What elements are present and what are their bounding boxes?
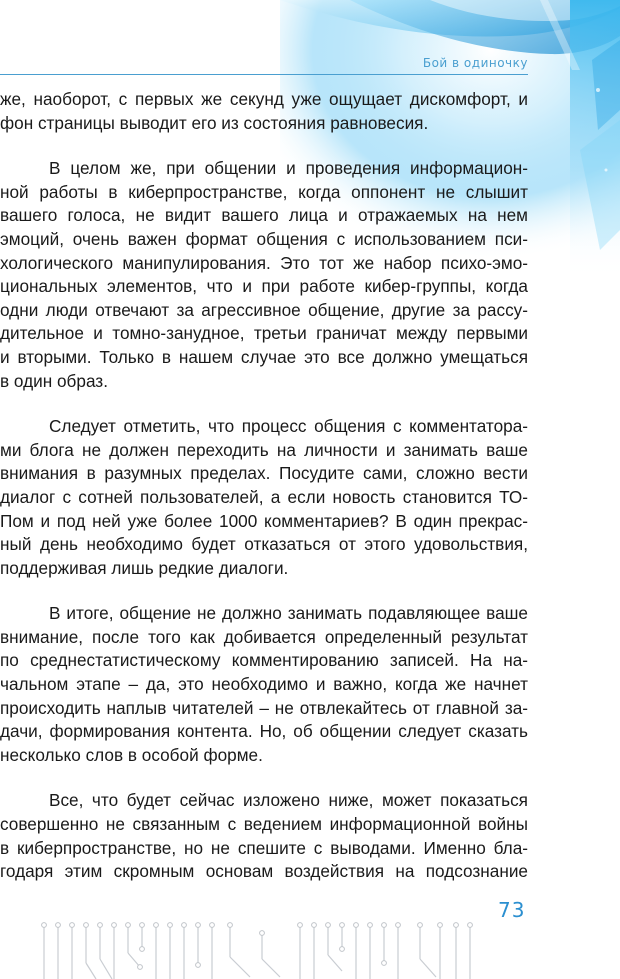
- page-number: 73: [498, 898, 526, 922]
- text-line: дительное и томно-занудное, третьи граничат между первыми: [0, 323, 528, 344]
- paragraph-3: [0, 415, 528, 580]
- text-line: и вторыми. Только в нашем случае это все должно умещаться: [0, 346, 528, 367]
- text-line: одни люди отвечают за агрессивное общение, другие за рассу-: [0, 299, 528, 320]
- text-line: дачи, формирования контента. Но, об общении следует сказать: [0, 721, 528, 742]
- text-line: чальном этапе – да, это необходимо и важно, когда же начнет: [0, 674, 528, 695]
- paragraph-2: [0, 157, 528, 393]
- paragraph-5: [0, 789, 528, 883]
- text-line: В итоге, общение не должно занимать подавляющее ваше: [49, 603, 528, 624]
- text-line: фон страницы выводит его из состояния равновесия.: [0, 112, 429, 133]
- paragraph-4: [0, 602, 528, 767]
- paragraph-1: [0, 88, 528, 135]
- text-line: Все, что будет сейчас изложено ниже, может показаться: [49, 790, 528, 811]
- text-line: же, наоборот, с первых же секунд уже ощущает дискомфорт, и: [0, 89, 528, 109]
- text-body: [0, 88, 528, 906]
- text-line: хологического манипулирования. Это тот же набор психо-эмо-: [0, 252, 528, 273]
- text-line: циональных элементов, что и при работе кибер-группы, когда: [0, 276, 528, 297]
- text-line: по среднестатистическому комментированию записей. На на-: [0, 650, 528, 671]
- text-line: в киберпространстве, но не спешите с выводами. Именно бла-: [0, 837, 528, 858]
- text-line: ной работы в киберпространстве, когда оппонент не слышит: [0, 181, 528, 202]
- running-header: Бой в одиночку: [422, 56, 528, 70]
- text-line: эмоций, очень важен формат общения с использованием пси-: [0, 228, 528, 249]
- text-line: поддерживая лишь редкие диалоги.: [0, 557, 289, 578]
- text-line: несколько слов в особой форме.: [0, 744, 263, 765]
- header-divider: [0, 74, 528, 75]
- text-line: вашего голоса, не видит вашего лица и отражаемых на нем: [0, 205, 528, 226]
- text-line: В целом же, при общении и проведения информацион-: [49, 158, 528, 179]
- text-line: внимания в разумных пределах. Посудите сами, сложно вести: [0, 463, 528, 484]
- text-line: внимание, после того как добивается определенный результат: [0, 626, 528, 647]
- text-line: диалог с сотней пользователей, а если новость становится ТО-: [0, 486, 528, 507]
- text-line: ми блога не должен переходить на личности и занимать ваше: [0, 439, 528, 460]
- text-line: ный день необходимо будет отказаться от этого удовольствия,: [0, 534, 528, 555]
- text-line: происходить наплыв читателей – не отвлекайтесь от главной за-: [0, 697, 528, 718]
- text-line: совершенно не связанным с ведением информационной войны: [0, 814, 528, 835]
- text-line: годаря этим скромным основам воздействия на подсознание: [0, 861, 528, 882]
- circuit-decoration: [0, 919, 620, 979]
- text-line: Следует отметить, что процесс общения с комментатора-: [49, 416, 528, 437]
- text-line: в один образ.: [0, 370, 108, 391]
- text-line: Пом и под ней уже более 1000 комментариев? В один прекрас-: [0, 510, 528, 531]
